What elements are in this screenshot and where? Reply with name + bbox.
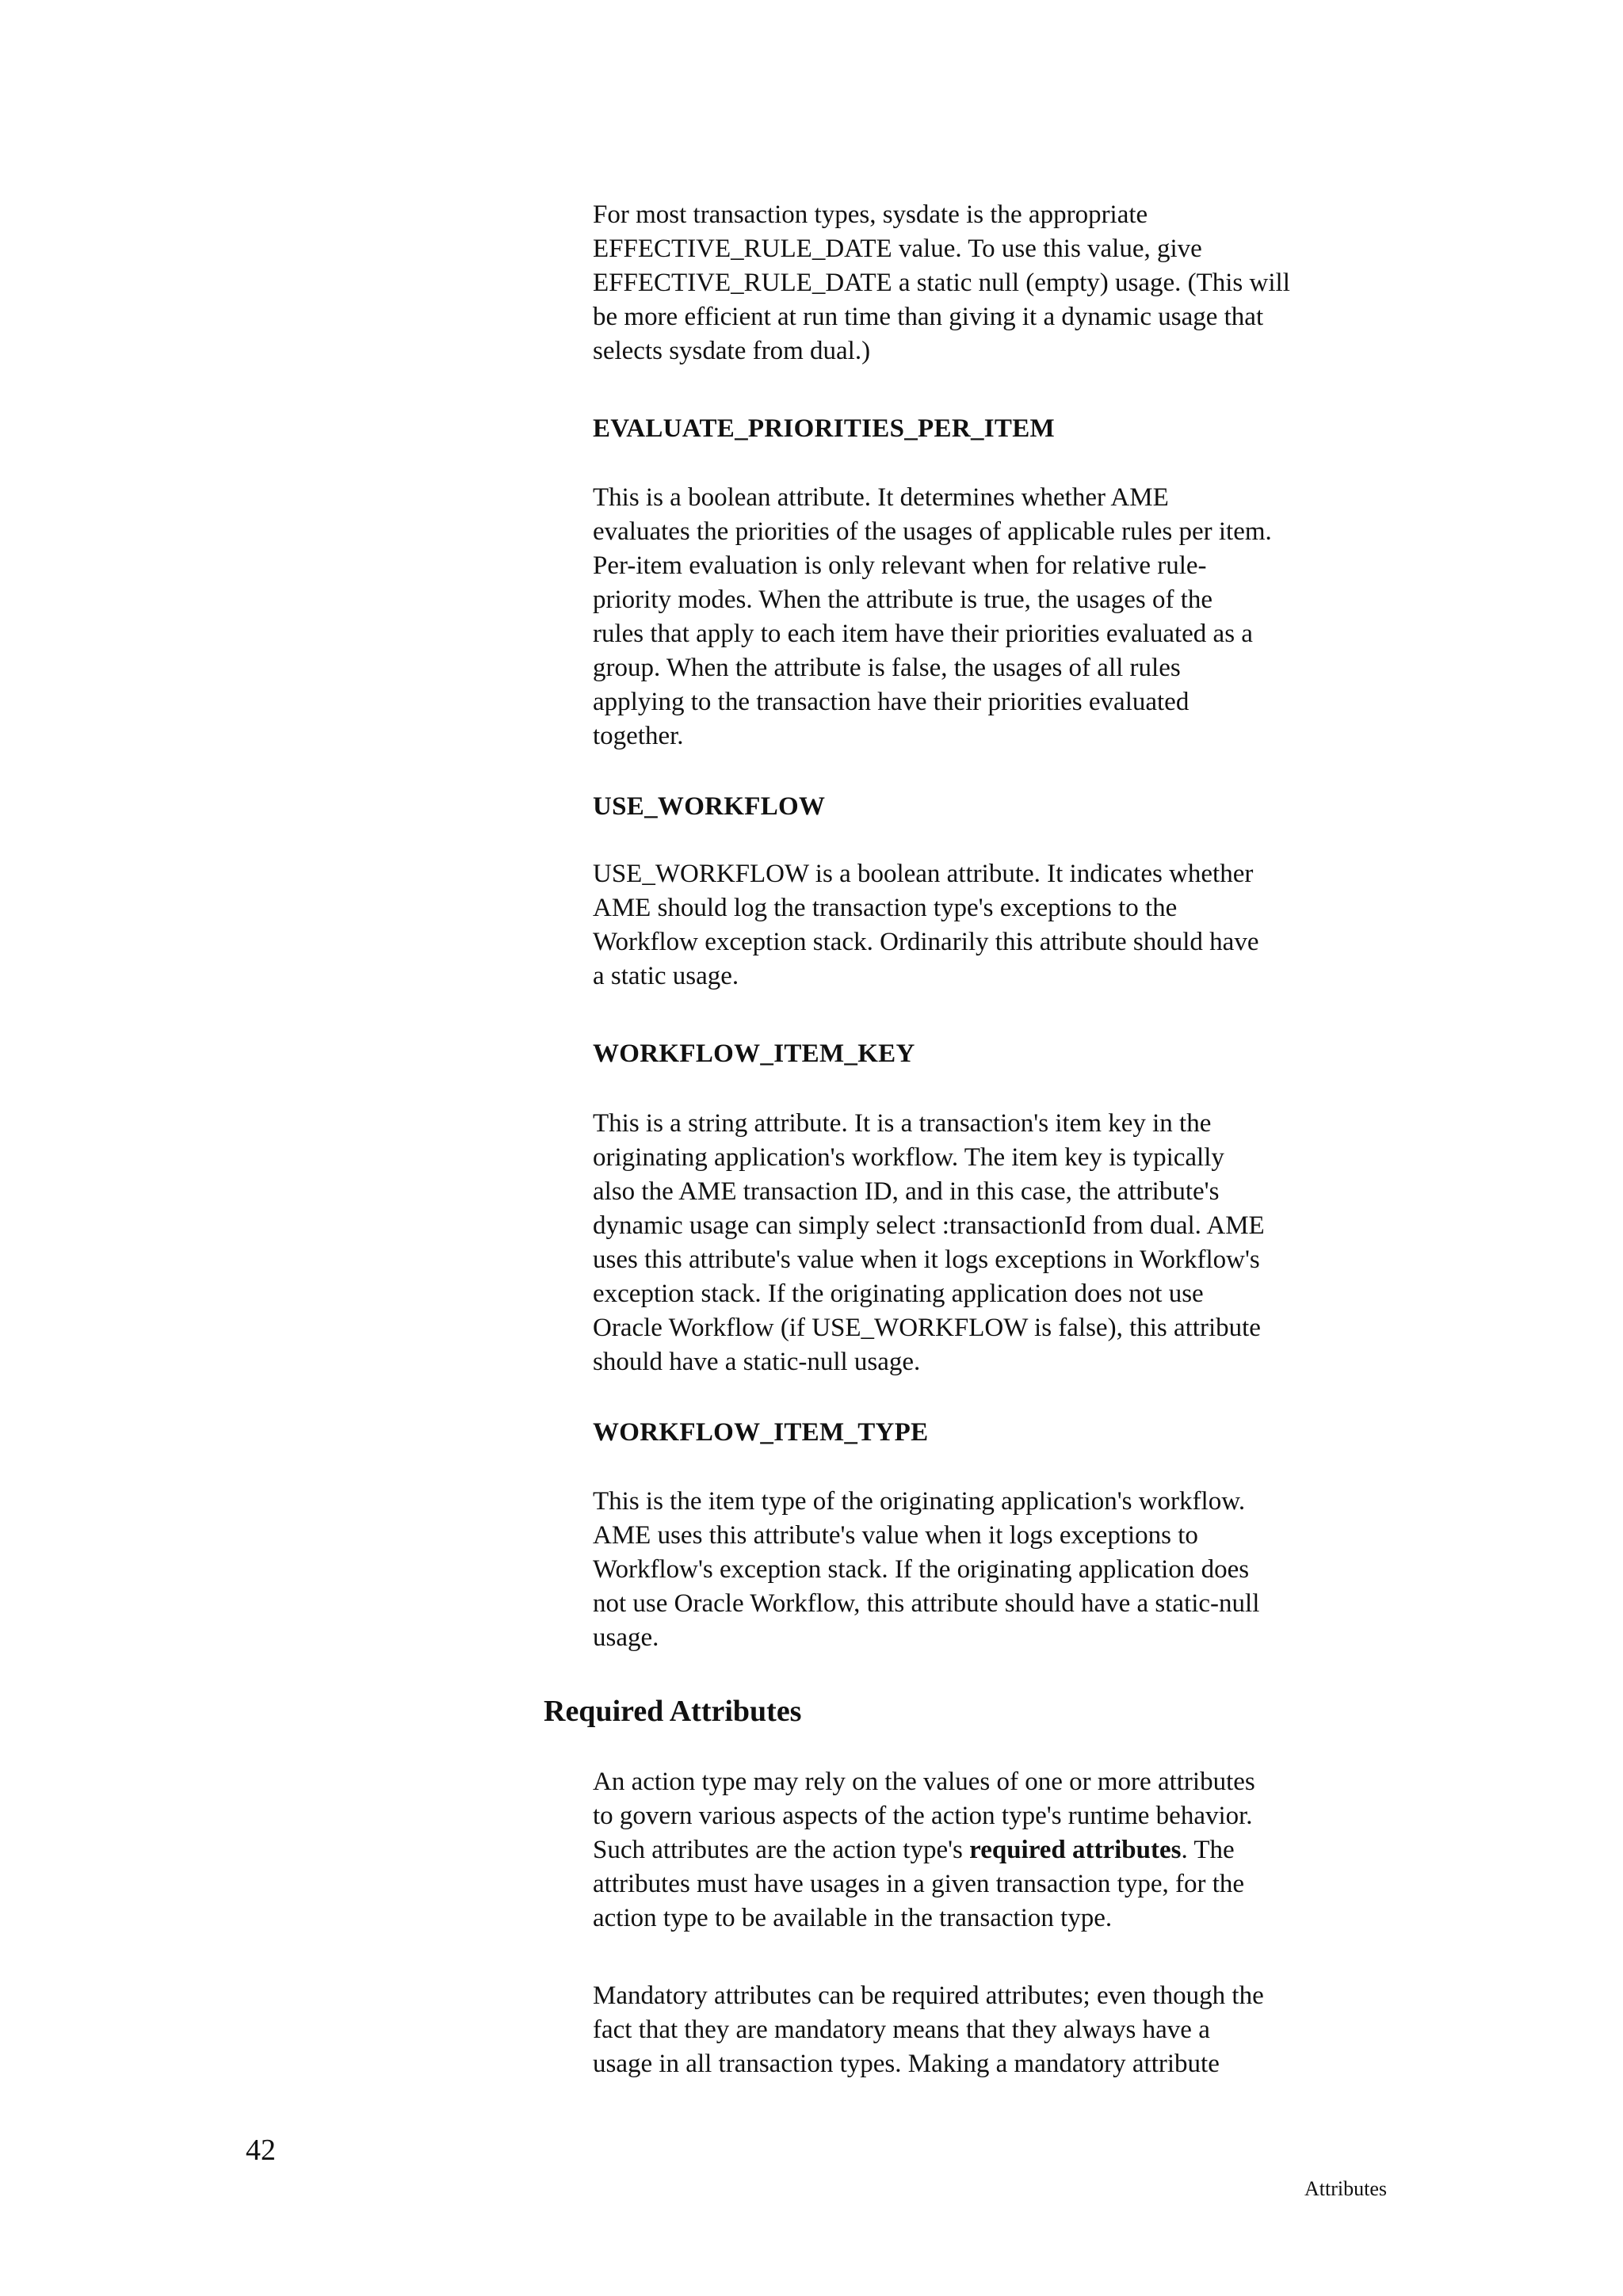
text-line: Oracle Workflow (if USE_WORKFLOW is false), this attribute	[593, 1314, 1261, 1342]
text-line: selects sysdate from dual.)	[593, 337, 871, 365]
text-line: evaluates the priorities of the usages of applicable rules per item.	[593, 517, 1272, 546]
text-line: dynamic usage can simply select :transactionId from dual. AME	[593, 1211, 1265, 1240]
text-segment: Such attributes are the action type's	[593, 1836, 970, 1864]
subheading-evaluate-priorities: EVALUATE_PRIORITIES_PER_ITEM	[593, 414, 1055, 443]
text-line: EFFECTIVE_RULE_DATE a static null (empty) usage. (This will	[593, 269, 1290, 297]
text-line: USE_WORKFLOW is a boolean attribute. It indicates whether	[593, 860, 1254, 888]
text-line: Workflow's exception stack. If the originating application does	[593, 1555, 1250, 1584]
text-line: a static usage.	[593, 962, 739, 990]
text-line: usage.	[593, 1623, 659, 1652]
footer-chapter-label: Attributes	[1304, 2177, 1387, 2200]
text-line: exception stack. If the originating application does not use	[593, 1280, 1204, 1308]
text-line: group. When the attribute is false, the usages of all rules	[593, 654, 1181, 682]
paragraph-effective-rule-date	[593, 198, 1393, 368]
subheading-workflow-item-type: WORKFLOW_ITEM_TYPE	[593, 1418, 929, 1447]
paragraph-required-attributes-1	[593, 1765, 1393, 1936]
text-line: also the AME transaction ID, and in this case, the attribute's	[593, 1177, 1220, 1206]
text-line: not use Oracle Workflow, this attribute should have a static-null	[593, 1589, 1260, 1618]
text-line: together.	[593, 722, 684, 750]
text-line: be more efficient at run time than giving it a dynamic usage that	[593, 303, 1264, 331]
paragraph-workflow-item-type	[593, 1485, 1393, 1655]
text-line: attributes must have usages in a given transaction type, for the	[593, 1870, 1245, 1898]
section-heading-required-attributes: Required Attributes	[544, 1695, 802, 1728]
paragraph-required-attributes-2	[593, 1979, 1393, 2081]
subheading-use-workflow: USE_WORKFLOW	[593, 792, 826, 821]
text-line: rules that apply to each item have their priorities evaluated as a	[593, 620, 1253, 648]
text-line	[593, 1833, 1393, 1867]
text-line: Mandatory attributes can be required attributes; even though the	[593, 1981, 1264, 2010]
page-number: 42	[246, 2134, 276, 2167]
text-line: originating application's workflow. The item key is typically	[593, 1143, 1224, 1172]
text-line: AME uses this attribute's value when it logs exceptions to	[593, 1521, 1198, 1550]
text-line: AME should log the transaction type's exceptions to the	[593, 894, 1178, 922]
bold-term-required-attributes: required attributes	[969, 1836, 1182, 1864]
text-line: priority modes. When the attribute is true, the usages of the	[593, 585, 1213, 614]
paragraph-use-workflow	[593, 857, 1393, 994]
text-line: to govern various aspects of the action type's runtime behavior.	[593, 1802, 1253, 1830]
text-line: Per-item evaluation is only relevant when for relative rule-	[593, 551, 1207, 580]
text-line: action type to be available in the transaction type.	[593, 1904, 1113, 1932]
subheading-workflow-item-key: WORKFLOW_ITEM_KEY	[593, 1039, 915, 1068]
paragraph-workflow-item-key	[593, 1107, 1393, 1379]
text-line: applying to the transaction have their priorities evaluated	[593, 688, 1190, 716]
text-line: fact that they are mandatory means that they always have a	[593, 2016, 1210, 2044]
text-line: This is a string attribute. It is a transaction's item key in the	[593, 1109, 1212, 1138]
text-line: This is a boolean attribute. It determines whether AME	[593, 483, 1169, 512]
text-line: should have a static-null usage.	[593, 1348, 921, 1376]
text-line: Workflow exception stack. Ordinarily this attribute should have	[593, 928, 1259, 956]
text-line: This is the item type of the originating application's workflow.	[593, 1487, 1246, 1516]
text-segment: . The	[1181, 1836, 1235, 1864]
text-line: For most transaction types, sysdate is the appropriate	[593, 200, 1148, 229]
text-line: An action type may rely on the values of one or more attributes	[593, 1768, 1255, 1796]
text-line: EFFECTIVE_RULE_DATE value. To use this value, give	[593, 235, 1202, 263]
paragraph-evaluate-priorities	[593, 481, 1393, 753]
text-line: usage in all transaction types. Making a mandatory attribute	[593, 2050, 1220, 2078]
text-line: uses this attribute's value when it logs exceptions in Workflow's	[593, 1245, 1260, 1274]
